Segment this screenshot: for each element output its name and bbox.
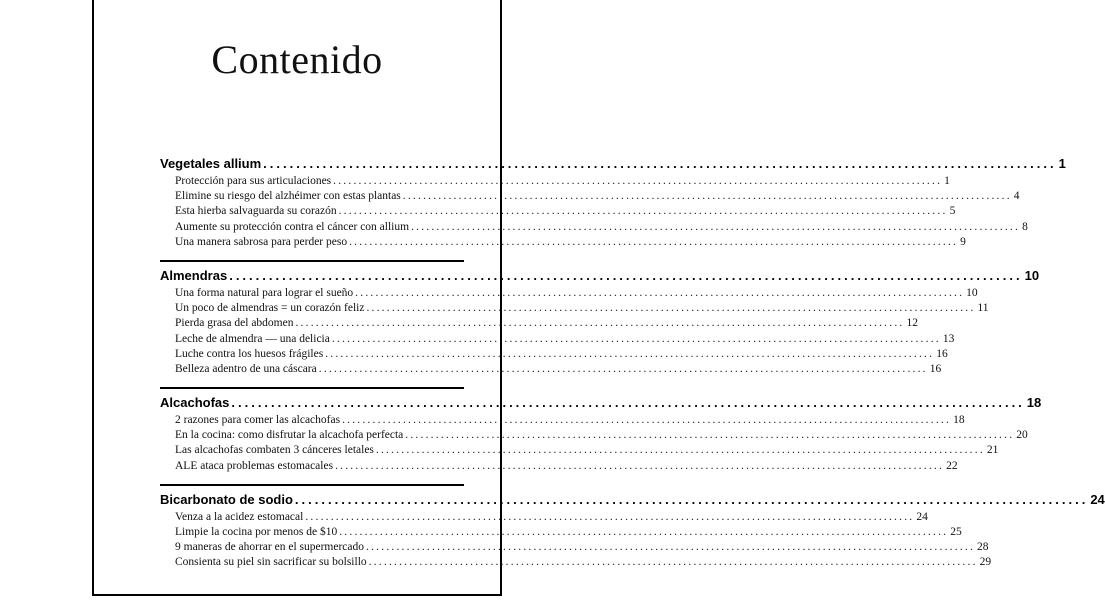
- toc-entry[interactable]: [160, 175, 950, 190]
- dot-leader: ........................................................................................................................: [368, 556, 978, 569]
- toc-entry[interactable]: [160, 556, 992, 571]
- dot-leader: ........................................................................................................................: [263, 156, 1057, 171]
- toc-entry[interactable]: [160, 332, 955, 348]
- entry-text: Un poco de almendras = un corazón feliz: [175, 302, 365, 315]
- toc-entry[interactable]: [160, 541, 989, 556]
- toc-entry[interactable]: [160, 317, 918, 332]
- entry-text: Una forma natural para lograr el sueño: [175, 286, 354, 299]
- dot-leader: ........................................................................................................................: [331, 332, 941, 345]
- dot-leader: ........................................................................................................................: [366, 302, 976, 315]
- dot-leader: ........................................................................................................................: [295, 317, 905, 330]
- section-heading-text: Alcachofas: [160, 395, 230, 411]
- entry-text: ALE ataca problemas estomacales: [175, 459, 334, 472]
- entry-page-number: 22: [946, 459, 958, 472]
- dot-leader: ........................................................................................................................: [342, 414, 952, 427]
- entry-text: Luche contra los huesos frágiles: [175, 347, 324, 360]
- dot-leader: ........................................................................................................................: [229, 267, 1023, 283]
- toc-entry[interactable]: [160, 362, 942, 378]
- table-of-contents: [160, 156, 1105, 572]
- section-heading[interactable]: [160, 491, 1105, 510]
- toc-entry[interactable]: [160, 444, 999, 459]
- entry-text: Consienta su piel sin sacrificar su bolsillo: [175, 556, 367, 569]
- dot-leader: ........................................................................................................................: [305, 510, 915, 523]
- entry-page-number: 21: [986, 444, 999, 457]
- toc-section-alcachofas: [160, 387, 1042, 475]
- dot-leader: ........................................................................................................................: [339, 526, 949, 538]
- entry-page-number: 16: [929, 362, 942, 375]
- toc-entry[interactable]: [160, 459, 958, 475]
- entry-page-number: 10: [966, 286, 978, 299]
- section-heading[interactable]: [160, 156, 1066, 174]
- toc-section-vegetales-allium: [160, 156, 1066, 251]
- entry-text: Esta hierba salvaguarda su corazón: [175, 205, 337, 218]
- dot-leader: ........................................................................................................................: [405, 429, 1015, 442]
- dot-leader: ........................................................................................................................: [294, 491, 1089, 507]
- entry-text: Protección para sus articulaciones: [175, 175, 332, 187]
- toc-entry[interactable]: [160, 220, 1028, 236]
- section-heading-text: Bicarbonato de sodio: [160, 491, 293, 507]
- dot-leader: ........................................................................................................................: [333, 175, 943, 187]
- dot-leader: ........................................................................................................................: [411, 220, 1021, 233]
- entry-page-number: 24: [916, 510, 928, 523]
- toc-entry[interactable]: [160, 286, 978, 302]
- dot-leader: ........................................................................................................................: [349, 235, 959, 248]
- dot-leader: ........................................................................................................................: [402, 190, 1012, 203]
- entry-page-number: 28: [977, 541, 989, 554]
- toc-entry[interactable]: [160, 190, 1020, 205]
- section-heading[interactable]: [160, 395, 1042, 413]
- entry-text: En la cocina: como disfrutar la alcachofa perfecta: [175, 429, 404, 442]
- entry-text: Una manera sabrosa para perder peso: [175, 235, 348, 248]
- entry-page-number: 12: [906, 317, 918, 330]
- entry-page-number: 18: [953, 414, 965, 427]
- entry-page-number: 16: [936, 347, 948, 360]
- entry-page-number: 29: [979, 556, 992, 569]
- dot-leader: ........................................................................................................................: [338, 205, 948, 218]
- entry-page-number: 11: [977, 302, 989, 315]
- entry-text: Venza a la acidez estomacal: [175, 510, 304, 523]
- toc-entry[interactable]: [160, 235, 966, 251]
- entry-page-number: 25: [950, 526, 962, 538]
- dot-leader: ........................................................................................................................: [355, 286, 965, 299]
- entry-text: Belleza adentro de una cáscara: [175, 362, 317, 375]
- entry-page-number: 13: [942, 332, 955, 345]
- entry-page-number: 4: [1013, 190, 1020, 203]
- entry-text: Pierda grasa del abdomen: [175, 317, 294, 330]
- entry-page-number: 20: [1016, 429, 1028, 442]
- entry-text: Limpie la cocina por menos de $10: [175, 526, 338, 538]
- entry-text: Elimine su riesgo del alzhéimer con estas plantas: [175, 190, 401, 203]
- section-heading[interactable]: [160, 267, 1040, 286]
- toc-entry[interactable]: [160, 347, 948, 363]
- dot-leader: ........................................................................................................................: [375, 444, 985, 457]
- entry-text: Leche de almendra — una delicia: [175, 332, 330, 345]
- toc-entry[interactable]: [160, 302, 989, 317]
- dot-leader: ........................................................................................................................: [335, 459, 945, 472]
- toc-entry[interactable]: [160, 510, 928, 526]
- entry-page-number: 5: [949, 205, 956, 218]
- book-page: [92, 0, 1105, 596]
- dot-leader: ........................................................................................................................: [366, 541, 976, 554]
- section-page-number: 10: [1024, 267, 1040, 283]
- dot-leader: ........................................................................................................................: [318, 362, 928, 375]
- toc-section-bicarbonato-de-sodio: [160, 484, 1105, 572]
- toc-entry[interactable]: [160, 414, 965, 429]
- toc-entry[interactable]: [160, 526, 962, 541]
- section-page-number: 1: [1058, 156, 1066, 171]
- entry-page-number: 8: [1022, 220, 1028, 233]
- toc-entry[interactable]: [160, 429, 1028, 444]
- section-heading-text: Vegetales allium: [160, 156, 262, 171]
- page-title: Contenido: [211, 37, 383, 82]
- section-page-number: 24: [1090, 491, 1105, 507]
- entry-page-number: 1: [944, 175, 950, 187]
- section-heading-text: Almendras: [160, 267, 228, 283]
- section-page-number: 18: [1026, 395, 1042, 411]
- toc-entry[interactable]: [160, 205, 956, 220]
- dot-leader: ........................................................................................................................: [325, 347, 935, 360]
- toc-section-almendras: [160, 260, 1040, 378]
- entry-page-number: 9: [960, 235, 966, 248]
- entry-text: 9 maneras de ahorrar en el supermercado: [175, 541, 365, 554]
- entry-text: Aumente su protección contra el cáncer con allium: [175, 220, 410, 233]
- entry-text: Las alcachofas combaten 3 cánceres letales: [175, 444, 374, 457]
- dot-leader: ........................................................................................................................: [231, 395, 1025, 411]
- entry-text: 2 razones para comer las alcachofas: [175, 414, 341, 427]
